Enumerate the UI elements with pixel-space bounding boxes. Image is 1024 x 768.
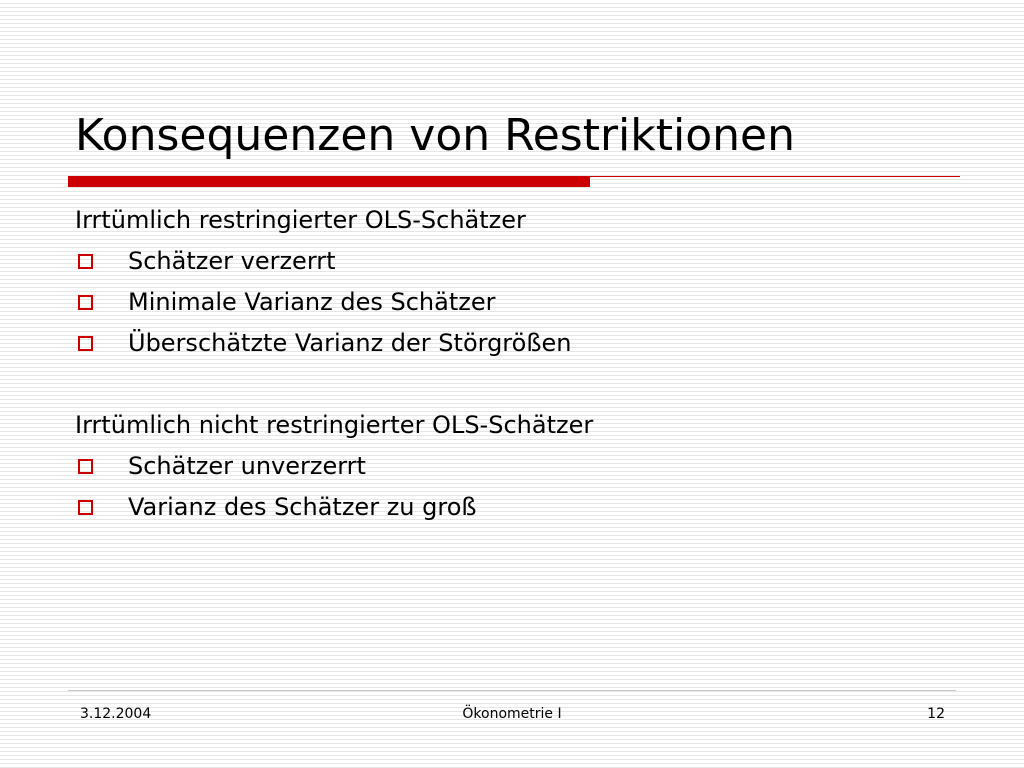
list-item [75,241,955,282]
hollow-square-icon [78,500,93,515]
title-underline-thin [590,176,960,177]
footer-divider [68,690,956,691]
section-unrestricted [75,405,955,528]
section-heading: Irrtümlich nicht restringierter OLS-Schätzer [75,411,594,439]
hollow-square-icon [78,459,93,474]
hollow-square-icon [78,295,93,310]
slide-title: Konsequenzen von Restriktionen [75,110,795,161]
hollow-square-icon [78,336,93,351]
list-item [75,446,955,487]
list-item [75,282,955,323]
title-underline-thick [68,176,590,187]
hollow-square-icon [78,254,93,269]
list-item-text: Überschätzte Varianz der Störgrößen [128,329,572,357]
bullet-list [75,241,955,364]
footer-course-title: Ökonometrie I [462,706,562,722]
list-item [75,323,955,364]
section-restricted [75,200,955,364]
list-item-text: Schätzer unverzerrt [128,452,366,480]
slide-content [75,200,955,528]
section-spacer [75,364,955,405]
list-item-text: Minimale Varianz des Schätzer [128,288,496,316]
section-heading: Irrtümlich restringierter OLS-Schätzer [75,206,526,234]
list-item-text: Schätzer verzerrt [128,247,336,275]
list-item [75,487,955,528]
footer-date: 3.12.2004 [80,706,152,722]
footer-page-number: 12 [927,706,945,722]
list-item-text: Varianz des Schätzer zu groß [128,493,477,521]
bullet-list [75,446,955,528]
